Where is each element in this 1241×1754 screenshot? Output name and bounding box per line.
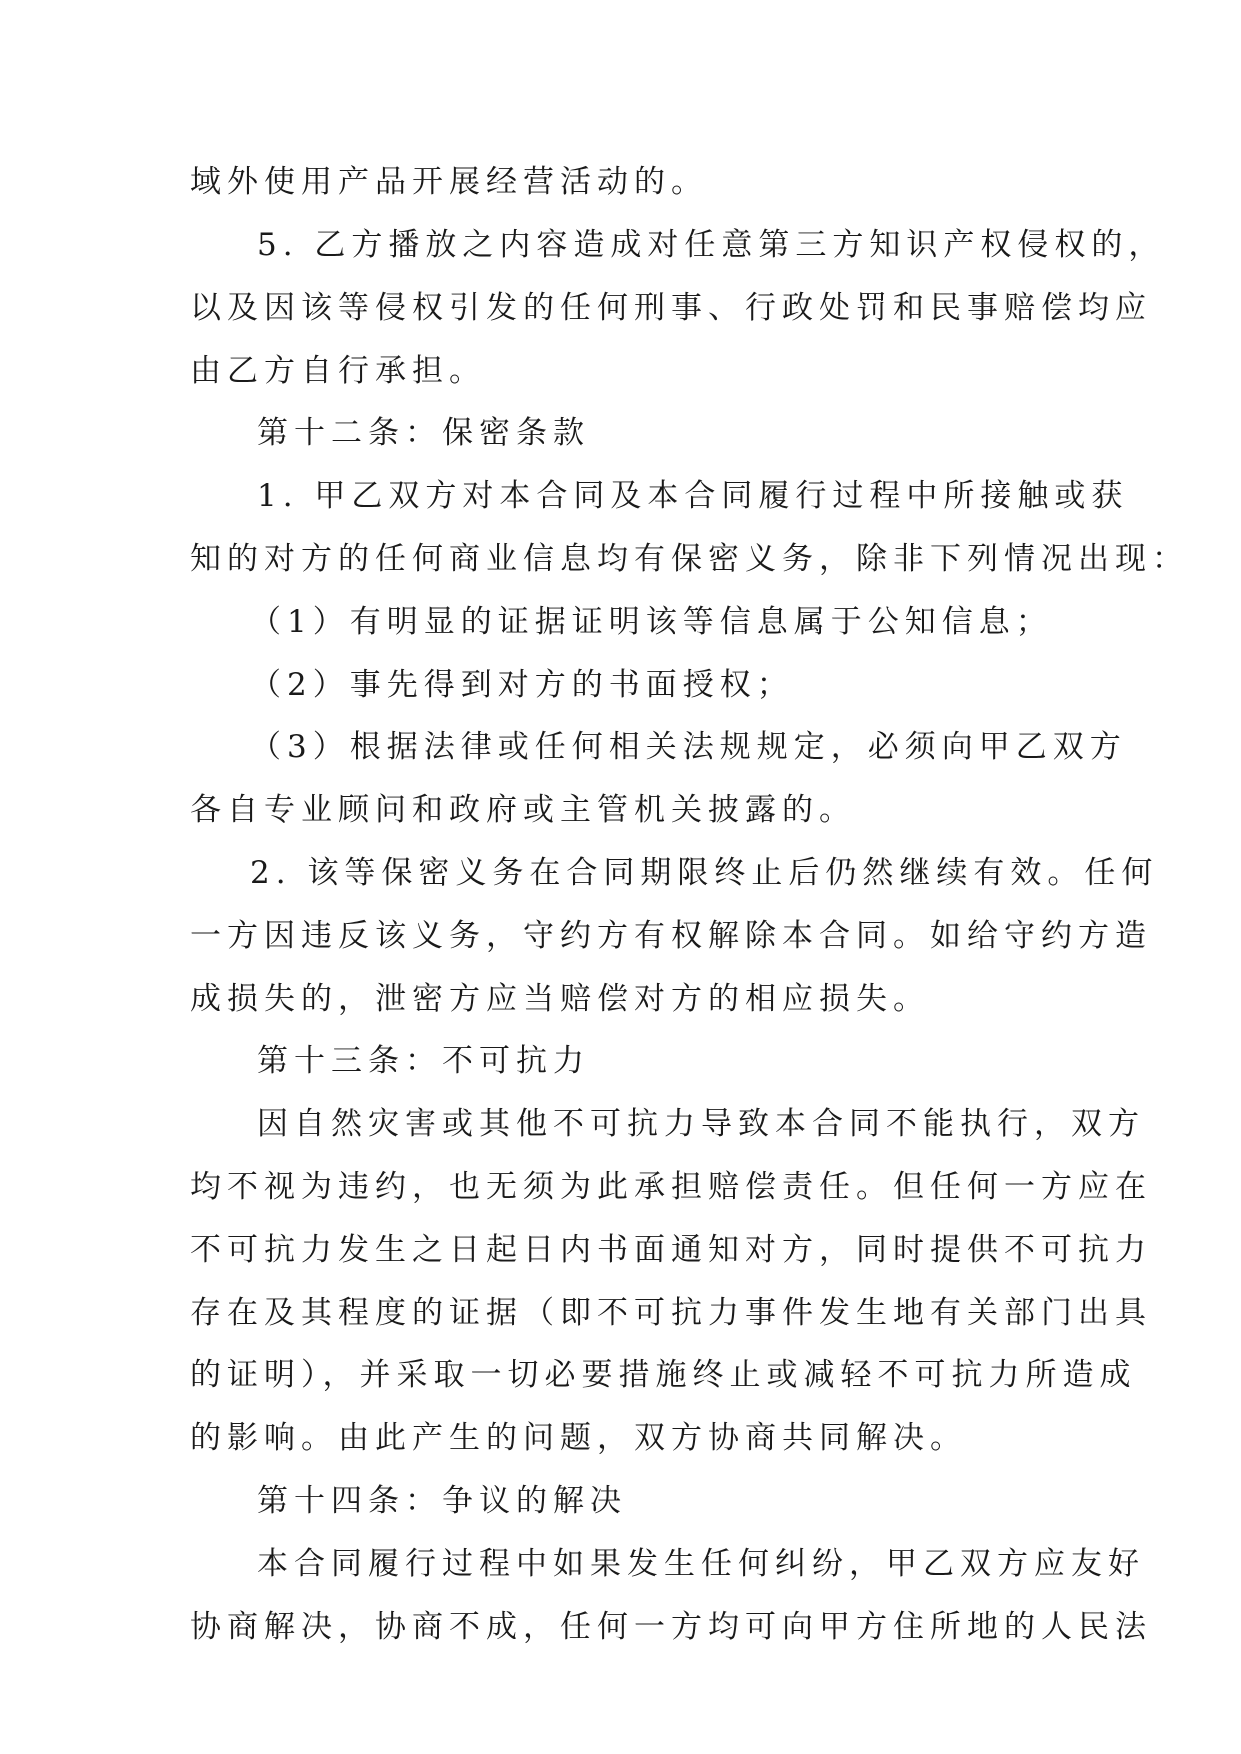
- sub-item: （3）根据法律或任何相关法规规定，必须向甲乙双方: [250, 729, 1127, 765]
- clause-item: 5. 乙方播放之内容造成对任意第三方知识产权侵权的，: [257, 227, 1166, 263]
- paragraph-start: 本合同履行过程中如果发生任何纠纷，甲乙双方应友好: [257, 1546, 1145, 1582]
- text-line: 的影响。由此产生的问题，双方协商共同解决。: [190, 1420, 967, 1456]
- paragraph-start: 因自然灾害或其他不可抗力导致本合同不能执行，双方: [257, 1106, 1145, 1142]
- text-line: 以及因该等侵权引发的任何刑事、行政处罚和民事赔偿均应: [190, 290, 1152, 326]
- text-line: 一方因违反该义务，守约方有权解除本合同。如给守约方造: [190, 918, 1152, 954]
- text-line: 知的对方的任何商业信息均有保密义务，除非下列情况出现：: [190, 541, 1189, 577]
- text-line: 均不视为违约，也无须为此承担赔偿责任。但任何一方应在: [190, 1169, 1152, 1205]
- article-heading: 第十四条：争议的解决: [257, 1483, 627, 1519]
- article-heading: 第十二条：保密条款: [257, 415, 590, 451]
- text-line: 的证明），并采取一切必要措施终止或减轻不可抗力所造成: [190, 1357, 1137, 1393]
- text-line: 各自专业顾问和政府或主管机关披露的。: [190, 792, 856, 828]
- text-line: 协商解决，协商不成，任何一方均可向甲方住所地的人民法: [190, 1609, 1152, 1645]
- text-line: 成损失的，泄密方应当赔偿对方的相应损失。: [190, 981, 930, 1017]
- sub-item: （2）事先得到对方的书面授权；: [250, 667, 794, 703]
- article-heading: 第十三条：不可抗力: [257, 1043, 590, 1079]
- text-line: 由乙方自行承担。: [190, 353, 486, 389]
- clause-item: 2. 该等保密义务在合同期限终止后仍然继续有效。任何: [250, 855, 1159, 891]
- text-line: 不可抗力发生之日起日内书面通知对方，同时提供不可抗力: [190, 1232, 1152, 1268]
- clause-item: 1. 甲乙双方对本合同及本合同履行过程中所接触或获: [257, 478, 1129, 514]
- sub-item: （1）有明显的证据证明该等信息属于公知信息；: [250, 604, 1053, 640]
- text-line: 域外使用产品开展经营活动的。: [190, 164, 708, 200]
- text-line: 存在及其程度的证据（即不可抗力事件发生地有关部门出具: [190, 1295, 1152, 1331]
